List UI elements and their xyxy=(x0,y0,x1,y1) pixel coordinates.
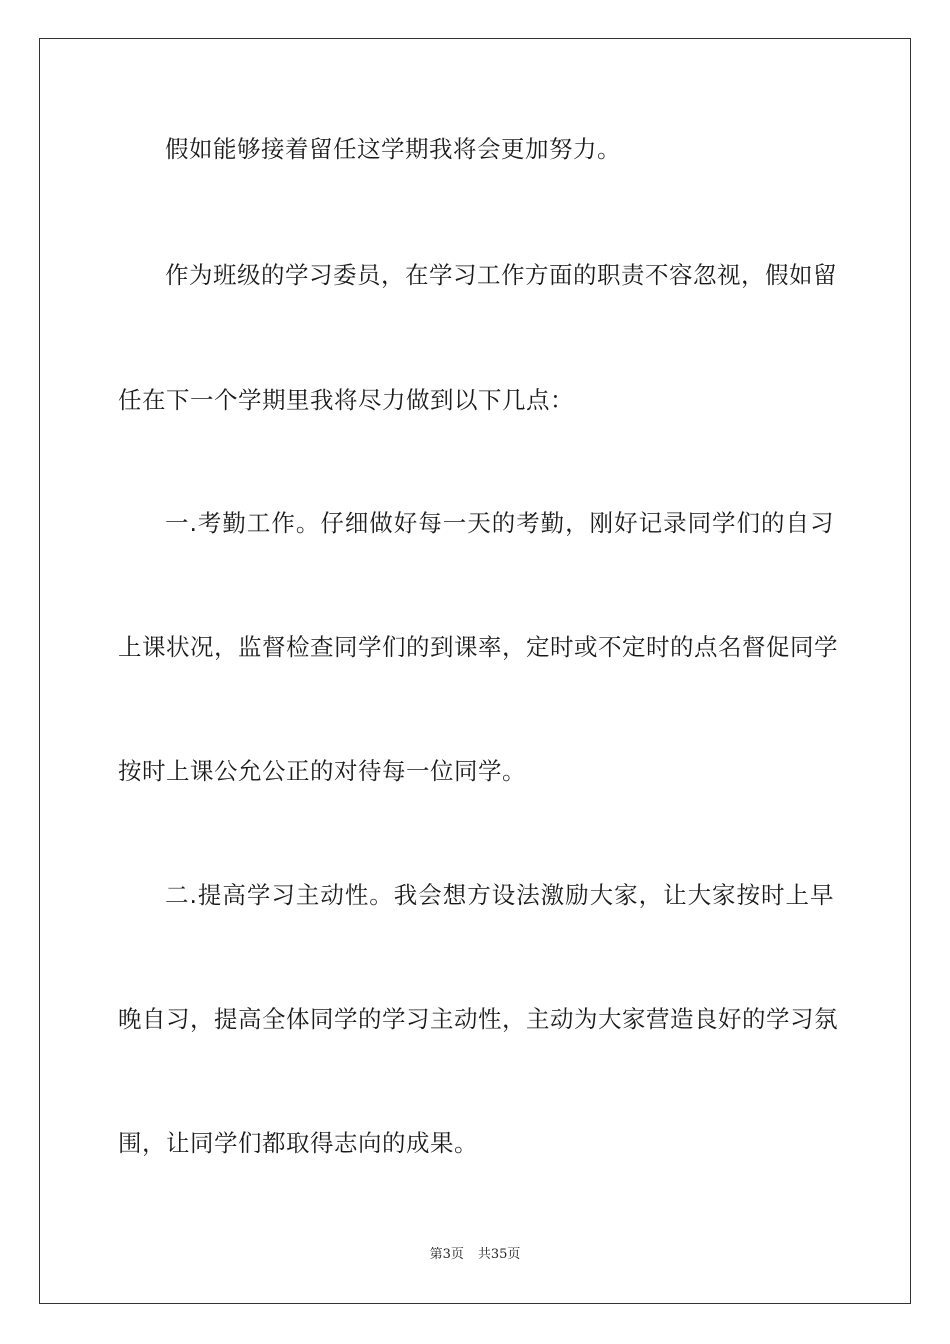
paragraph-line: 按时上课公允公正的对待每一位同学。 xyxy=(118,757,526,785)
page-footer xyxy=(0,1246,950,1264)
paragraph-line: 假如能够接着留任这学期我将会更加努力。 xyxy=(165,135,621,163)
page-number: 第3页 xyxy=(429,1247,464,1262)
paragraph-line: 作为班级的学习委员，在学习工作方面的职责不容忽视，假如留 xyxy=(165,261,837,289)
paragraph-line: 围，让同学们都取得志向的成果。 xyxy=(118,1129,478,1157)
paragraph-line: 一.考勤工作。仔细做好每一天的考勤，刚好记录同学们的自习 xyxy=(165,509,834,537)
paragraph-line: 任在下一个学期里我将尽力做到以下几点： xyxy=(118,386,574,414)
page-frame xyxy=(39,38,911,1304)
paragraph-line: 二.提高学习主动性。我会想方设法激励大家，让大家按时上早 xyxy=(165,881,834,909)
paragraph-line: 上课状况，监督检查同学们的到课率，定时或不定时的点名督促同学 xyxy=(118,633,838,661)
paragraph-line: 晚自习，提高全体同学的学习主动性，主动为大家营造良好的学习氛 xyxy=(118,1005,838,1033)
total-pages: 共35页 xyxy=(477,1247,521,1262)
